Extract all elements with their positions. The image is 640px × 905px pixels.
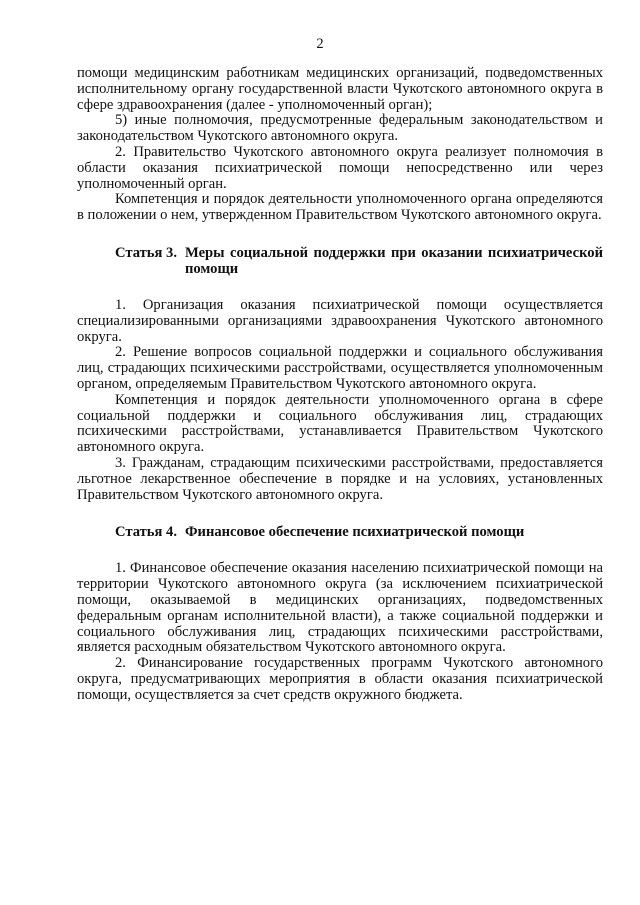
article-3-paragraph-4: 3. Гражданам, страдающим психическими расстройствами, предоставляется льготное лекарственное обеспечение в порядке и на условиях, установленных Правительством Чукотского автономного округа. [77,454,603,503]
article-4-paragraph-2: 2. Финансирование государственных программ Чукотского автономного округа, предусматривающих мероприятия в области оказания психиатрической помощи, осуществляется за счет средств окружного бюджета. [77,655,603,703]
intro-paragraph-2: 5) иные полномочия, предусмотренные федеральным законодательством и законодательством Чукотского автономного округа. [77,112,603,145]
article-4-paragraph-1: 1. Финансовое обеспечение оказания населению психиатрической помощи на территории Чукотского автономного округа (за исключением психиатрической помощи, оказываемой в медицинских организациях, подведомственных федеральным органам исполнительной власти), а также социальной поддержки и социального обслуживания лиц, страдающих психическими расстройствами, является расходным обязательством Чукотского автономного округа. [77,560,603,656]
page-number: 2 [316,36,324,52]
article-4-heading [77,524,603,540]
article-3-heading [77,245,603,277]
intro-paragraph-4: Компетенция и порядок деятельности уполномоченного органа определяются в положении о нем, утвержденном Правительством Чукотского автономного округа. [77,191,603,224]
article-3-title: Меры социальной поддержки при оказании психиатрической помощи [185,244,603,277]
document-body [77,66,603,704]
article-3-paragraph-1: 1. Организация оказания психиатрической помощи осуществляется специализированными организациями здравоохранения Чукотского автономного округа. [77,296,603,345]
article-3-number: Статья 3. [115,244,177,261]
intro-paragraph-3: 2. Правительство Чукотского автономного округа реализует полномочия в области оказания психиатрической помощи непосредственно или через уполномоченный орган. [77,143,603,192]
article-3-paragraph-2: 2. Решение вопросов социальной поддержки и социального обслуживания лиц, страдающих психическими расстройствами, осуществляется уполномоченным органом, определяемым Правительством Чукотского автономного округа. [77,344,603,392]
article-4-number: Статья 4. [115,524,177,541]
article-3-paragraph-3: Компетенция и порядок деятельности уполномоченного органа в сфере социальной поддержки и социального обслуживания лиц, страдающих психическими расстройствами, устанавливается Правительством Чукотского автономного округа. [77,391,603,456]
intro-paragraph-1: помощи медицинским работникам медицинских организаций, подведомственных исполнительному органу государственной власти Чукотского автономного округа в сфере здравоохранения (далее - уполномоченный орган); [77,65,603,113]
article-4-title: Финансовое обеспечение психиатрической помощи [185,524,525,541]
